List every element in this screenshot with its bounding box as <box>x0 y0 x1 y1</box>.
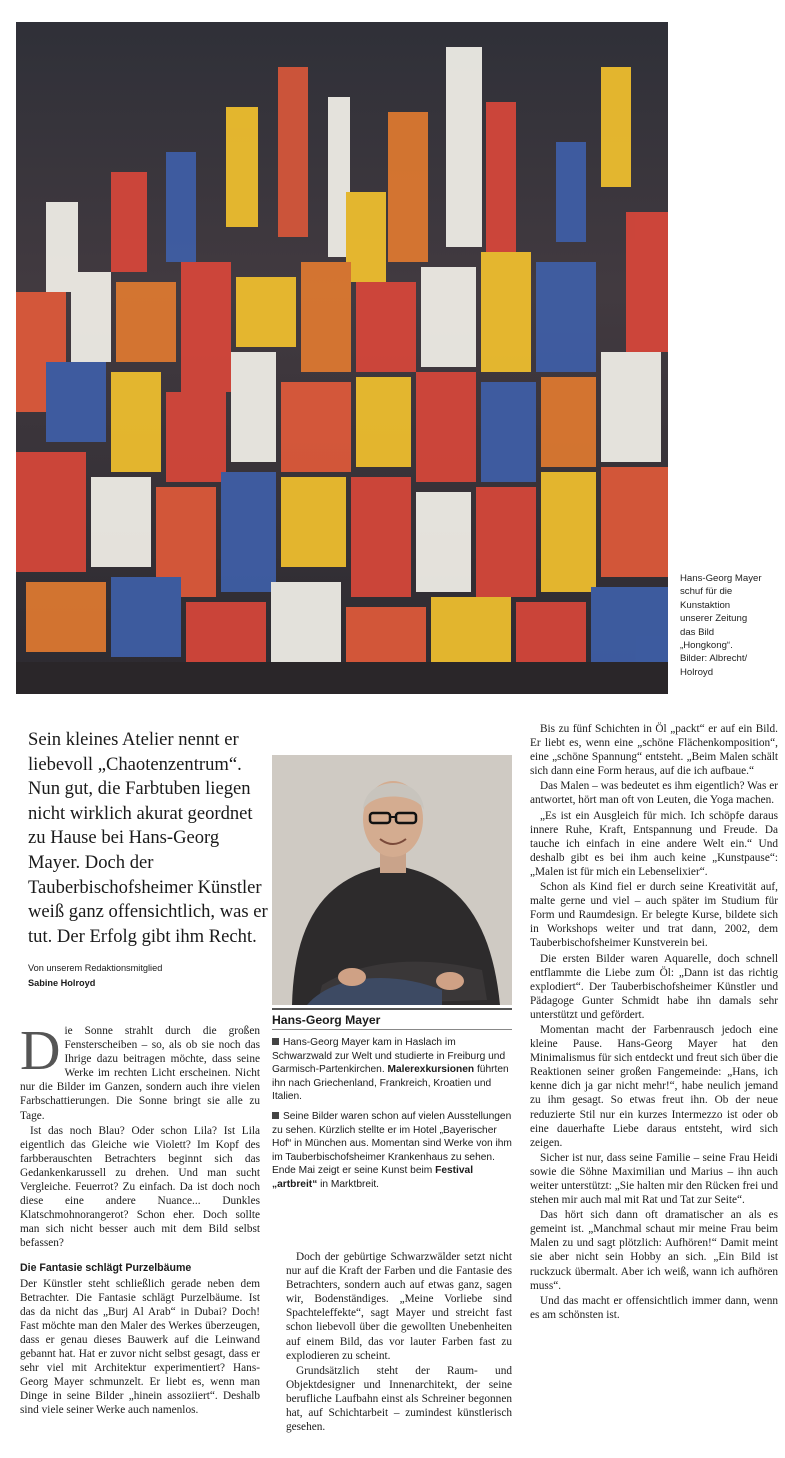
byline-author: Sabine Holroyd <box>28 978 96 988</box>
paragraph: Die ersten Bilder waren Aquarelle, doch schnell entflammte die Liebe zum Öl: „Dann ist das richtig explodiert“. Der Tauberbischofsheimer Künstler und Pädagoge Gunter Schmidt habe ihn damals sehr unterstützt und gefördert. <box>530 952 778 1021</box>
info-paragraph: Seine Bilder waren schon auf vielen Ausstellungen zu sehen. Kürzlich stellte er im Hotel „Bayerischer Hof“ in München aus. Momentan sind Werke von ihm im Tauberbischofsheimer Krankenhaus zu sehen. Ende Mai zeigt er seine Kunst beim Festival „artbreit“ in Marktbreit. <box>272 1110 512 1190</box>
photo-caption <box>680 572 780 679</box>
lead-text: Sein kleines Atelier nennt er liebevoll „Chaotenzentrum“. Nun gut, die Farbtuben liegen nicht wirklich akurat geordnet zu Hause bei Hans-Georg Mayer. Doch der Tauberbischofsheimer Künstler weiß ganz offensichtlich, was er tut. Der Erfolg gibt ihm Recht. <box>28 729 268 947</box>
article-lead <box>28 728 268 949</box>
paragraph: Der Künstler steht schließlich gerade neben dem Betrachter. Die Fantasie schlägt Purzelbäume. Ist das da nicht das „Burj Al Arab“ in Dubai? Doch! Fast möchte man den Maler des Werkes überzeugen, dass er genau dieses Bauwerk auf die Leinwand gebannt hat. Hat er zuvor nicht selbst gesagt, dass er sehr viel mit Architektur experimentiert? Hans-Georg Mayer schmunzelt. Er liebt es, wenn man Dinge in seine Bilder „hinein assoziiert“. Deshalb sind viele seiner Werke auch namenlos. <box>20 1277 260 1417</box>
paragraph: Das hört sich dann oft dramatischer an als es gemeint ist. „Manchmal schaut mir meine Frau beim Malen zu und sagt plötzlich: Aufhören!“ Damit meint sie aber nicht sein Hobby an sich. „Ein Bild ist ruckzuck übermalt. Aber ich weiß, wann ich aufhören muss“. <box>530 1209 778 1292</box>
paragraph: Bis zu fünf Schichten in Öl „packt“ er auf ein Bild. Er liebt es, wenn eine „schöne Flächenkomposition“, eine „schöne Spannung“ entsteht. „Beim Malen schält sich dann eine Form heraus, auf die ich aufbaue.“ <box>530 723 778 778</box>
caption-line: Kunstaktion <box>680 599 731 611</box>
paragraph: „Es ist ein Ausgleich für mich. Ich schöpfe daraus innere Ruhe, Kraft, Entspannung und Freude. Da tauche ich einfach in eine andere Welt ein.“ Und deshalb gibt es bei ihm auch keine „Kunstpause“: „Malen ist für mich ein Lebenselixier“. <box>530 809 778 878</box>
paragraph: Doch der gebürtige Schwarzwälder setzt nicht nur auf die Kraft der Farben und die Fantasie des Betrachters, sondern auch auf etwas ganz, sagen wir, Bodenständiges. „Meine Vorliebe sind Spachteleffekte“, sagt Mayer und streicht fast schon liebevoll über die gewollten Unebenheiten auf einem Bild, das vor lauter Farben fast zu explodieren zu scheint. <box>286 1251 512 1362</box>
article-column-1 <box>20 1020 260 1419</box>
caption-line: unserer Zeitung <box>680 613 748 625</box>
article-column-2 <box>286 1250 512 1435</box>
subheading: Die Fantasie schlägt Purzelbäume <box>20 1261 192 1274</box>
caption-line: „Hongkong“. <box>680 640 733 652</box>
info-box <box>272 1008 512 1192</box>
painting-hongkong <box>16 22 668 694</box>
byline-label: Von unserem Redaktionsmitglied <box>28 963 163 973</box>
caption-line: Hans-Georg Mayer <box>680 573 762 584</box>
paragraph: Ist das noch Blau? Oder schon Lila? Ist Lila eigentlich das Gleiche wie Violett? Im Kopf des farbberauschten Betrachters beginnt sich das Gedankenkarussell zu drehen. Und man sucht Vergleiche. Feuerrot? Zu einfach. Da ist doch noch diese eine andere Nuance... Dunkles Klatschmohnorangerot? Schon eher. Doch sollte man sich nicht besser auch mit dem Bild selbst befassen? <box>20 1124 260 1250</box>
paragraph: Momentan macht der Farbenrausch jedoch eine kleine Pause. Hans-Georg Mayer hat den Minimalismus für sich entdeckt und freut sich über die Reaktionen seiner großen Fangemeinde: „Hans, ich kenne dich ja gar nicht mehr!“, habe neulich jemand zu ihm gesagt. So etwas freut ihn. Ob der neue reduzierte Stil nur ein kurzes Intermezzo ist oder ob eine dauerhafte Liebe daraus entsteht, wird sich zeigen. <box>530 1023 778 1149</box>
caption-line: Holroyd <box>680 666 714 678</box>
paragraph: Die Sonne strahlt durch die großen Fensterscheiben – so, als ob sie noch das Ihrige dazu beitragen möchte, dass seine Werke im rechten Licht erscheinen. Nicht nur die Bilder im Ganzen, sondern auch ihre vielen Farbschattierungen. Die Sonne bringt sie alle zu Tage. <box>20 1020 260 1122</box>
square-bullet-icon <box>272 1112 279 1119</box>
caption-line: Bilder: Albrecht/ <box>680 653 748 665</box>
article-column-3 <box>530 722 778 1323</box>
paragraph: Sicher ist nur, dass seine Familie – seine Frau Heidi sowie die Söhne Maximilian und Marius – ihn auch weiter unterstützt: „Sie halten mir den Rücken frei und stehen mir auch mal mit Rat und Tat zur Seite“. <box>530 1151 778 1207</box>
info-box-title: Hans-Georg Mayer <box>272 1008 512 1030</box>
info-paragraph: Hans-Georg Mayer kam in Haslach im Schwarzwald zur Welt und studierte in Freiburg und Garmisch-Partenkirchen. Malerexkursionen führten ihn nach Griechenland, Frankreich, Kroatien und Italien. <box>272 1037 509 1103</box>
byline <box>28 961 268 991</box>
paragraph: Schon als Kind fiel er durch seine Kreativität auf, malte gerne und viel – auch später im Studium für Form und Raumdesign. Er belegte Kurse, bildete sich in Workshops weiter und trat dann, 2002, dem Tauberbischofsheimer Kunstverein bei. <box>530 881 778 950</box>
drop-cap: D <box>20 1020 61 1082</box>
paragraph: Grundsätzlich steht der Raum- und Objektdesigner und Innenarchitekt, der seine berufliche Laufbahn einst als Schreiner begonnen hat, auf Schichtarbeit – zumindest künstlerisch gesehen. <box>286 1364 512 1434</box>
paragraph: Und das macht er offensichtlich immer dann, wenn es am schönsten ist. <box>530 1294 778 1321</box>
square-bullet-icon <box>272 1038 279 1045</box>
caption-line: schuf für die <box>680 586 733 598</box>
caption-line: das Bild <box>680 626 715 638</box>
paragraph: Das Malen – was bedeutet es ihm eigentlich? Was er antwortet, hört man oft von Leuten, die Yoga machen. <box>530 780 778 807</box>
portrait-photo <box>272 755 512 1005</box>
